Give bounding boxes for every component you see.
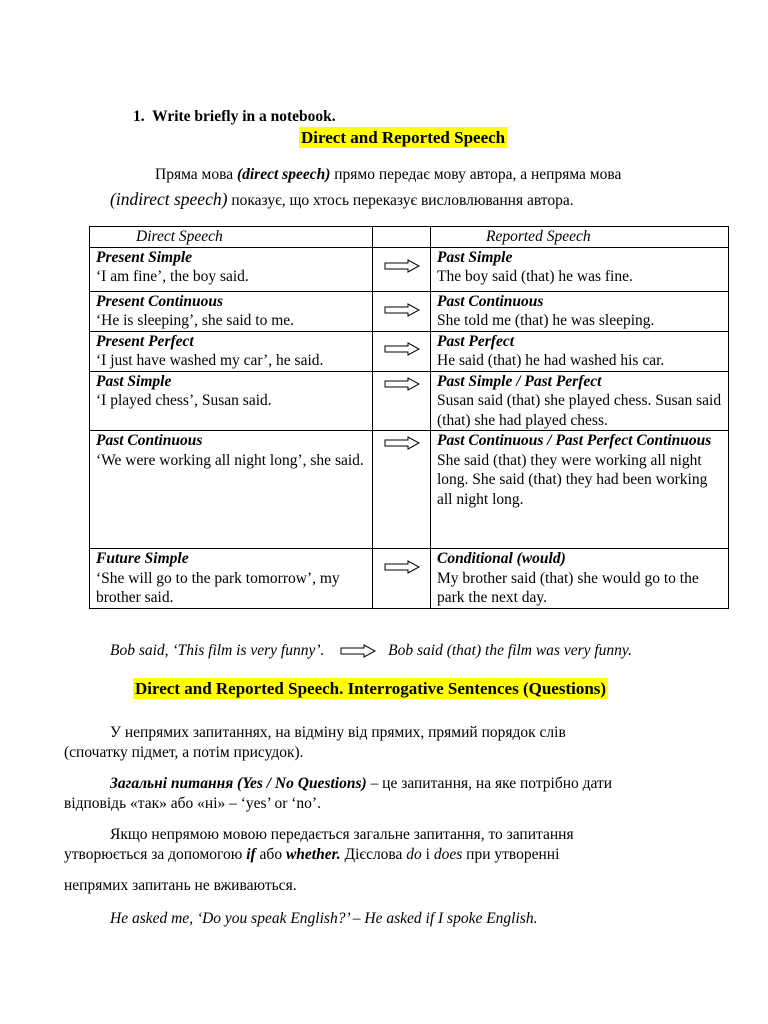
right-arrow-icon bbox=[340, 644, 376, 658]
direct-example: ‘I am fine’, the boy said. bbox=[96, 268, 249, 285]
reported-tense: Past Continuous / Past Perfect Continuous bbox=[437, 432, 712, 449]
paragraph-text: Дієслова bbox=[340, 846, 407, 863]
keyword-do: do bbox=[406, 846, 422, 863]
reported-example: The boy said (that) he was fine. bbox=[437, 268, 633, 285]
right-arrow-icon bbox=[384, 436, 420, 450]
arrow-cell bbox=[373, 431, 431, 549]
direct-tense: Past Continuous bbox=[96, 432, 203, 449]
direct-example: ‘I played chess’, Susan said. bbox=[96, 392, 272, 409]
paragraph-line: непрямих запитань не вживаються. bbox=[64, 877, 297, 894]
right-arrow-icon bbox=[384, 342, 420, 356]
direct-example: ‘He is sleeping’, she said to me. bbox=[96, 312, 295, 329]
direct-tense: Future Simple bbox=[96, 550, 189, 567]
question-example: He asked me, ‘Do you speak English?’ – He asked if I spoke English. bbox=[110, 910, 538, 927]
paragraph-text: при утворенні bbox=[462, 846, 560, 863]
right-arrow-icon bbox=[384, 560, 420, 574]
header-direct-speech: Direct Speech bbox=[90, 227, 373, 248]
reported-example: She told me (that) he was sleeping. bbox=[437, 312, 655, 329]
intro-text: показує, що хтось переказує висловлювання автора. bbox=[227, 192, 574, 209]
direct-tense: Present Simple bbox=[96, 248, 193, 266]
task-text: Write briefly in a notebook. bbox=[152, 108, 336, 125]
section-title-2-text: Direct and Reported Speech. Interrogative Sentences (Questions) bbox=[135, 679, 607, 698]
reported-tense: Past Simple bbox=[437, 248, 513, 266]
table-row bbox=[90, 247, 729, 291]
table-row bbox=[90, 331, 729, 371]
reported-speech-cell bbox=[431, 431, 729, 549]
reported-tense: Past Perfect bbox=[437, 332, 515, 350]
header-arrow bbox=[373, 227, 431, 248]
reported-speech-cell bbox=[431, 291, 729, 331]
reported-speech-cell bbox=[431, 247, 729, 291]
direct-speech-cell bbox=[90, 331, 373, 371]
direct-speech-cell bbox=[90, 549, 373, 609]
paragraph-line: відповідь «так» або «ні» – ‘yes’ or ‘no’. bbox=[64, 795, 321, 812]
speech-table bbox=[89, 226, 729, 609]
arrow-cell bbox=[373, 291, 431, 331]
intro-term-direct: (direct speech) bbox=[236, 166, 331, 183]
reported-tense: Past Simple / Past Perfect bbox=[437, 372, 602, 390]
keyword-whether: whether. bbox=[285, 846, 341, 863]
task-instruction bbox=[133, 108, 336, 126]
intro-text: Пряма мова bbox=[155, 166, 237, 183]
right-arrow-icon bbox=[384, 303, 420, 317]
keyword-does: does bbox=[433, 846, 463, 863]
bob-example bbox=[110, 642, 730, 660]
direct-example: ‘She will go to the park tomorrow’, my brother said. bbox=[96, 569, 340, 606]
reported-tense: Conditional (would) bbox=[437, 550, 566, 567]
table-row bbox=[90, 291, 729, 331]
paragraph-if-whether bbox=[64, 825, 714, 896]
direct-speech-cell bbox=[90, 431, 373, 549]
reported-example: My brother said (that) she would go to the park the next day. bbox=[437, 569, 699, 606]
direct-example: ‘I just have washed my car’, he said. bbox=[96, 352, 324, 369]
intro-term-indirect: (indirect speech) bbox=[110, 189, 228, 209]
paragraph-text: або bbox=[255, 846, 286, 863]
paragraph-text: – це запитання, на яке потрібно дати bbox=[366, 775, 613, 792]
direct-example: ‘We were working all night long’, she said. bbox=[96, 451, 364, 469]
direct-speech-cell bbox=[90, 291, 373, 331]
bob-reported: Bob said (that) the film was very funny. bbox=[388, 642, 632, 659]
reported-example: Susan said (that) she played chess. Susan said (that) she had played chess. bbox=[437, 392, 722, 429]
reported-example: He said (that) he had washed his car. bbox=[437, 352, 665, 369]
reported-example: She said (that) they were working all night long. She said (that) they had been working all night long. bbox=[437, 451, 708, 508]
paragraph-text: і bbox=[421, 846, 434, 863]
direct-speech-cell bbox=[90, 371, 373, 431]
reported-tense: Past Continuous bbox=[437, 292, 544, 310]
reported-speech-cell bbox=[431, 331, 729, 371]
paragraph-line: У непрямих запитаннях, на відміну від прямих, прямий порядок слів bbox=[110, 724, 566, 741]
general-questions-term: Загальні питання (Yes / No Questions) bbox=[110, 775, 367, 792]
header-reported-speech: Reported Speech bbox=[431, 227, 729, 248]
paragraph-word-order bbox=[64, 723, 714, 763]
intro-text: прямо передає мову автора, а непряма мова bbox=[330, 166, 622, 183]
direct-tense: Present Continuous bbox=[96, 292, 224, 310]
direct-tense: Past Simple bbox=[96, 372, 172, 390]
table-row bbox=[90, 371, 729, 431]
direct-speech-cell bbox=[90, 247, 373, 291]
bob-direct: Bob said, ‘This film is very funny’. bbox=[110, 642, 325, 659]
arrow-cell bbox=[373, 331, 431, 371]
table-row bbox=[90, 549, 729, 609]
arrow-cell bbox=[373, 371, 431, 431]
section-title-1 bbox=[299, 128, 507, 148]
table-row bbox=[90, 431, 729, 549]
paragraph-line: Якщо непрямою мовою передається загальне запитання, то запитання bbox=[110, 826, 574, 843]
right-arrow-icon bbox=[384, 259, 420, 273]
reported-speech-cell bbox=[431, 371, 729, 431]
intro-line-1 bbox=[155, 165, 755, 185]
section-title-1-text: Direct and Reported Speech bbox=[301, 128, 506, 147]
paragraph-text: утворюється за допомогою bbox=[64, 846, 247, 863]
reported-speech-cell bbox=[431, 549, 729, 609]
direct-tense: Present Perfect bbox=[96, 332, 194, 350]
intro-line-2 bbox=[110, 189, 750, 211]
paragraph-line: (спочатку підмет, а потім присудок). bbox=[64, 744, 304, 761]
paragraph-general-questions bbox=[64, 774, 714, 814]
task-number: 1. bbox=[133, 108, 145, 125]
arrow-cell bbox=[373, 247, 431, 291]
right-arrow-icon bbox=[384, 377, 420, 391]
keyword-if: if bbox=[246, 846, 256, 863]
section-title-2 bbox=[133, 679, 608, 699]
arrow-cell bbox=[373, 549, 431, 609]
